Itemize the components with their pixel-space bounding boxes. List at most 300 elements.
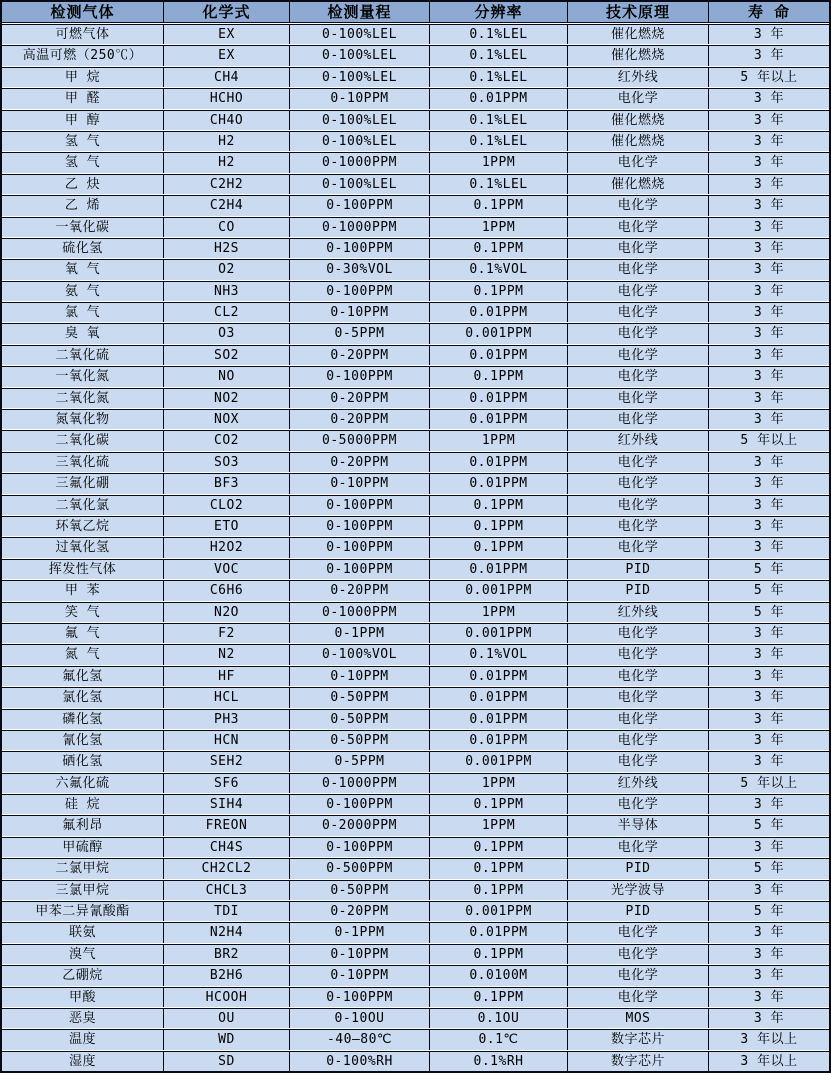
cell-gas: 硅 烷	[2, 795, 164, 814]
cell-principle: 催化燃烧	[568, 46, 709, 65]
cell-gas: 六氟化硫	[2, 774, 164, 793]
cell-principle: 电化学	[568, 324, 709, 343]
cell-formula: C2H4	[164, 196, 290, 215]
cell-gas: 湿度	[2, 1052, 164, 1071]
cell-formula: C2H2	[164, 175, 290, 194]
cell-resolution: 0.1PPM	[430, 945, 568, 964]
cell-principle: 催化燃烧	[568, 175, 709, 194]
cell-lifespan: 5 年	[753, 818, 785, 834]
cell-formula: CH4	[164, 68, 290, 87]
cell-lifespan: 3 年	[753, 347, 785, 363]
cell-gas: 氢 气	[2, 153, 164, 172]
cell-formula: SIH4	[164, 795, 290, 814]
cell-principle: 电化学	[568, 838, 709, 857]
table-row	[2, 259, 829, 279]
cell-principle: 红外线	[568, 774, 709, 793]
cell-range: -40—80℃	[290, 1030, 430, 1049]
cell-resolution: 1PPM	[430, 218, 568, 237]
cell-gas: 乙硼烷	[2, 966, 164, 985]
cell-resolution: 0.01PPM	[430, 89, 568, 108]
header-range: 检测量程	[290, 2, 430, 22]
cell-formula: NH3	[164, 282, 290, 301]
cell-principle: 电化学	[568, 89, 709, 108]
cell-principle: 电化学	[568, 239, 709, 258]
cell-resolution: 0.001PPM	[430, 752, 568, 771]
cell-range: 0-5PPM	[290, 324, 430, 343]
table-row	[2, 217, 829, 237]
cell-resolution: 0.01PPM	[430, 346, 568, 365]
header-lifespan: 寿 命	[747, 3, 791, 21]
cell-formula: NO2	[164, 389, 290, 408]
cell-gas: 甲 醇	[2, 111, 164, 130]
cell-principle: 电化学	[568, 303, 709, 322]
table-row	[2, 24, 829, 44]
cell-gas: 氯化氢	[2, 688, 164, 707]
cell-principle: 电化学	[568, 517, 709, 536]
cell-lifespan: 3 年	[753, 882, 785, 898]
cell-resolution: 0.001PPM	[430, 624, 568, 643]
cell-gas: 笑 气	[2, 603, 164, 622]
cell-range: 0-5000PPM	[290, 431, 430, 450]
cell-principle: 催化燃烧	[568, 132, 709, 151]
cell-principle: 电化学	[568, 966, 709, 985]
cell-gas: 氰化氢	[2, 731, 164, 750]
cell-formula: OU	[164, 1009, 290, 1028]
cell-range: 0-20PPM	[290, 581, 430, 600]
cell-range: 0-10PPM	[290, 966, 430, 985]
table-row	[2, 495, 829, 515]
cell-principle: 电化学	[568, 474, 709, 493]
cell-formula: N2O	[164, 603, 290, 622]
cell-principle: 红外线	[568, 431, 709, 450]
cell-lifespan: 3 年	[753, 198, 785, 214]
table-row	[2, 644, 829, 664]
cell-range: 0-100PPM	[290, 239, 430, 258]
cell-range: 0-1PPM	[290, 624, 430, 643]
cell-principle: 电化学	[568, 688, 709, 707]
cell-resolution: 0.1PPM	[430, 367, 568, 386]
cell-resolution: 0.01PPM	[430, 710, 568, 729]
cell-resolution: 0.1%LEL	[430, 111, 568, 130]
cell-resolution: 0.1OU	[430, 1009, 568, 1028]
table-row	[2, 837, 829, 857]
table-row	[2, 858, 829, 878]
cell-range: 0-50PPM	[290, 731, 430, 750]
table-row	[2, 516, 829, 536]
table-row	[2, 559, 829, 579]
cell-lifespan: 3 年	[753, 518, 785, 534]
cell-resolution: 0.1PPM	[430, 859, 568, 878]
cell-range: 0-2000PPM	[290, 816, 430, 835]
cell-gas: 甲 烷	[2, 68, 164, 87]
cell-formula: HCHO	[164, 89, 290, 108]
cell-resolution: 0.1PPM	[430, 881, 568, 900]
cell-range: 0-50PPM	[290, 710, 430, 729]
cell-gas: 甲苯二异氰酸酯	[2, 902, 164, 921]
cell-principle: 电化学	[568, 752, 709, 771]
cell-range: 0-1000PPM	[290, 218, 430, 237]
cell-principle: 催化燃烧	[568, 25, 709, 44]
cell-range: 0-20PPM	[290, 453, 430, 472]
cell-gas: 温度	[2, 1030, 164, 1049]
cell-resolution: 0.01PPM	[430, 453, 568, 472]
cell-principle: 红外线	[568, 68, 709, 87]
cell-range: 0-20PPM	[290, 346, 430, 365]
table-row	[2, 388, 829, 408]
cell-principle: 电化学	[568, 667, 709, 686]
cell-resolution: 0.1%RH	[430, 1052, 568, 1071]
cell-lifespan: 3 年	[753, 540, 785, 556]
cell-formula: C6H6	[164, 581, 290, 600]
cell-lifespan: 3 年	[753, 454, 785, 470]
table-row	[2, 131, 829, 151]
cell-gas: 过氧化氢	[2, 538, 164, 557]
cell-resolution: 0.01PPM	[430, 474, 568, 493]
cell-gas: 联氨	[2, 923, 164, 942]
cell-resolution: 0.1PPM	[430, 239, 568, 258]
cell-principle: 电化学	[568, 453, 709, 472]
cell-resolution: 0.1%LEL	[430, 68, 568, 87]
table-row	[2, 944, 829, 964]
cell-formula: CH4S	[164, 838, 290, 857]
cell-range: 0-20PPM	[290, 902, 430, 921]
cell-principle: 光学波导	[568, 881, 709, 900]
cell-gas: 恶臭	[2, 1009, 164, 1028]
cell-range: 0-100%LEL	[290, 111, 430, 130]
table-row	[2, 281, 829, 301]
cell-range: 0-10PPM	[290, 945, 430, 964]
cell-lifespan: 3 年	[753, 27, 785, 42]
cell-resolution: 1PPM	[430, 774, 568, 793]
cell-lifespan: 3 年	[753, 155, 785, 171]
cell-principle: 电化学	[568, 196, 709, 215]
cell-gas: 乙 烯	[2, 196, 164, 215]
cell-lifespan: 3 年	[753, 711, 785, 727]
cell-lifespan: 3 年	[753, 390, 785, 406]
cell-principle: 半导体	[568, 816, 709, 835]
cell-lifespan: 3 年	[753, 283, 785, 299]
cell-range: 0-100%LEL	[290, 132, 430, 151]
cell-principle: 电化学	[568, 624, 709, 643]
cell-principle: 电化学	[568, 367, 709, 386]
cell-formula: HF	[164, 667, 290, 686]
cell-gas: 臭 氧	[2, 324, 164, 343]
table-row	[2, 1029, 829, 1049]
cell-formula: SO3	[164, 453, 290, 472]
cell-principle: 电化学	[568, 710, 709, 729]
table-row	[2, 687, 829, 707]
cell-formula: ETO	[164, 517, 290, 536]
cell-principle: 电化学	[568, 282, 709, 301]
cell-principle: 电化学	[568, 153, 709, 172]
cell-range: 0-1000PPM	[290, 774, 430, 793]
cell-lifespan: 3 年	[753, 839, 785, 855]
cell-principle: 数字芯片	[568, 1030, 709, 1049]
table-row	[2, 751, 829, 771]
cell-range: 0-100PPM	[290, 538, 430, 557]
cell-gas: 溴气	[2, 945, 164, 964]
cell-range: 0-100PPM	[290, 517, 430, 536]
cell-formula: HCOOH	[164, 988, 290, 1007]
cell-lifespan: 3 年	[753, 305, 785, 321]
cell-formula: N2H4	[164, 923, 290, 942]
cell-resolution: 0.1PPM	[430, 196, 568, 215]
cell-resolution: 0.1PPM	[430, 988, 568, 1007]
cell-gas: 二氧化氮	[2, 389, 164, 408]
cell-range: 0-10PPM	[290, 89, 430, 108]
table-row	[2, 152, 829, 172]
cell-formula: O3	[164, 324, 290, 343]
table-body	[2, 24, 829, 1071]
table-row	[2, 773, 829, 793]
cell-lifespan: 5 年以上	[740, 775, 798, 791]
cell-lifespan: 3 年	[753, 946, 785, 962]
cell-formula: BR2	[164, 945, 290, 964]
cell-resolution: 0.1%VOL	[430, 260, 568, 279]
cell-range: 0-100PPM	[290, 795, 430, 814]
cell-principle: 电化学	[568, 731, 709, 750]
cell-lifespan: 3 年	[753, 91, 785, 107]
cell-principle: PID	[568, 581, 709, 600]
cell-formula: N2	[164, 645, 290, 664]
cell-resolution: 0.01PPM	[430, 923, 568, 942]
cell-resolution: 0.01PPM	[430, 667, 568, 686]
header-resolution: 分辨率	[430, 2, 568, 22]
cell-formula: HCN	[164, 731, 290, 750]
cell-gas: 三氯甲烷	[2, 881, 164, 900]
cell-range: 0-50PPM	[290, 881, 430, 900]
cell-lifespan: 3 年	[753, 625, 785, 641]
header-gas: 检测气体	[2, 2, 164, 22]
cell-range: 0-100PPM	[290, 496, 430, 515]
cell-gas: 氧 气	[2, 260, 164, 279]
cell-lifespan: 5 年	[753, 861, 785, 877]
cell-range: 0-100PPM	[290, 282, 430, 301]
cell-lifespan: 3 年	[753, 476, 785, 492]
cell-lifespan: 3 年以上	[740, 1053, 798, 1069]
cell-gas: 甲硫醇	[2, 838, 164, 857]
cell-gas: 氨 气	[2, 282, 164, 301]
table-row	[2, 815, 829, 835]
cell-resolution: 1PPM	[430, 816, 568, 835]
cell-principle: 电化学	[568, 645, 709, 664]
cell-principle: 催化燃烧	[568, 111, 709, 130]
cell-formula: WD	[164, 1030, 290, 1049]
cell-formula: SO2	[164, 346, 290, 365]
cell-range: 0-10PPM	[290, 303, 430, 322]
cell-resolution: 0.1%LEL	[430, 175, 568, 194]
table-row	[2, 430, 829, 450]
cell-formula: H2S	[164, 239, 290, 258]
cell-principle: 电化学	[568, 218, 709, 237]
cell-lifespan: 3 年	[753, 412, 785, 428]
cell-formula: VOC	[164, 560, 290, 579]
cell-resolution: 0.1℃	[430, 1030, 568, 1049]
cell-resolution: 0.01PPM	[430, 389, 568, 408]
cell-resolution: 1PPM	[430, 153, 568, 172]
cell-resolution: 0.1PPM	[430, 838, 568, 857]
cell-gas: 二氯甲烷	[2, 859, 164, 878]
cell-gas: 二氧化硫	[2, 346, 164, 365]
cell-gas: 高温可燃（250℃）	[2, 46, 164, 65]
cell-lifespan: 3 年	[753, 925, 785, 941]
cell-gas: 氯 气	[2, 303, 164, 322]
table-row	[2, 794, 829, 814]
cell-gas: 二氧化碳	[2, 431, 164, 450]
cell-formula: SF6	[164, 774, 290, 793]
cell-formula: BF3	[164, 474, 290, 493]
cell-gas: 三氟化硼	[2, 474, 164, 493]
table-row	[2, 452, 829, 472]
cell-lifespan: 3 年	[753, 968, 785, 984]
cell-formula: H2O2	[164, 538, 290, 557]
cell-formula: PH3	[164, 710, 290, 729]
cell-range: 0-10PPM	[290, 667, 430, 686]
table-row	[2, 88, 829, 108]
cell-principle: 电化学	[568, 945, 709, 964]
table-row	[2, 623, 829, 643]
table-row	[2, 880, 829, 900]
cell-gas: 磷化氢	[2, 710, 164, 729]
table-row	[2, 965, 829, 985]
cell-principle: PID	[568, 560, 709, 579]
cell-formula: CH2CL2	[164, 859, 290, 878]
cell-lifespan: 3 年	[753, 133, 785, 149]
cell-gas: 氢 气	[2, 132, 164, 151]
cell-gas: 氟 气	[2, 624, 164, 643]
table-row	[2, 709, 829, 729]
cell-resolution: 0.1PPM	[430, 538, 568, 557]
cell-gas: 硫化氢	[2, 239, 164, 258]
cell-range: 0-10PPM	[290, 474, 430, 493]
cell-principle: 数字芯片	[568, 1052, 709, 1071]
cell-lifespan: 3 年	[753, 668, 785, 684]
cell-range: 0-30%VOL	[290, 260, 430, 279]
cell-gas: 一氧化氮	[2, 367, 164, 386]
table-header-row	[2, 2, 829, 23]
cell-gas: 氟化氢	[2, 667, 164, 686]
cell-formula: CL2	[164, 303, 290, 322]
cell-formula: CO2	[164, 431, 290, 450]
cell-resolution: 0.01PPM	[430, 560, 568, 579]
cell-range: 0-100%VOL	[290, 645, 430, 664]
cell-range: 0-20PPM	[290, 410, 430, 429]
cell-formula: EX	[164, 46, 290, 65]
table-row	[2, 1051, 829, 1071]
cell-lifespan: 3 年	[753, 326, 785, 342]
cell-lifespan: 3 年	[753, 989, 785, 1005]
cell-resolution: 0.1PPM	[430, 517, 568, 536]
cell-formula: EX	[164, 25, 290, 44]
cell-resolution: 0.1%LEL	[430, 46, 568, 65]
cell-gas: 三氧化硫	[2, 453, 164, 472]
cell-principle: 电化学	[568, 795, 709, 814]
cell-principle: 红外线	[568, 603, 709, 622]
cell-formula: SD	[164, 1052, 290, 1071]
cell-resolution: 0.01PPM	[430, 303, 568, 322]
table-row	[2, 602, 829, 622]
cell-principle: 电化学	[568, 410, 709, 429]
cell-range: 0-500PPM	[290, 859, 430, 878]
table-row	[2, 302, 829, 322]
cell-gas: 甲 苯	[2, 581, 164, 600]
cell-gas: 一氧化碳	[2, 218, 164, 237]
cell-gas: 氟利昂	[2, 816, 164, 835]
cell-range: 0-20PPM	[290, 389, 430, 408]
cell-gas: 氮氧化物	[2, 410, 164, 429]
cell-resolution: 1PPM	[430, 603, 568, 622]
header-principle: 技术原理	[568, 2, 709, 22]
table-row	[2, 67, 829, 87]
cell-principle: PID	[568, 902, 709, 921]
cell-formula: HCL	[164, 688, 290, 707]
cell-formula: O2	[164, 260, 290, 279]
cell-resolution: 0.1%LEL	[430, 25, 568, 44]
cell-gas: 二氧化氯	[2, 496, 164, 515]
cell-range: 0-1000PPM	[290, 153, 430, 172]
cell-lifespan: 3 年	[753, 369, 785, 385]
cell-range: 0-5PPM	[290, 752, 430, 771]
cell-gas: 挥发性气体	[2, 560, 164, 579]
cell-lifespan: 3 年	[753, 497, 785, 513]
cell-principle: PID	[568, 859, 709, 878]
cell-resolution: 0.1PPM	[430, 795, 568, 814]
table-row	[2, 238, 829, 258]
cell-formula: H2	[164, 153, 290, 172]
cell-resolution: 0.1PPM	[430, 282, 568, 301]
cell-lifespan: 3 年	[753, 48, 785, 64]
cell-lifespan: 5 年	[753, 561, 785, 577]
cell-resolution: 0.1PPM	[430, 496, 568, 515]
table-row	[2, 666, 829, 686]
table-row	[2, 901, 829, 921]
table-row	[2, 195, 829, 215]
cell-range: 0-100PPM	[290, 560, 430, 579]
cell-range: 0-50PPM	[290, 688, 430, 707]
cell-range: 0-100%LEL	[290, 25, 430, 44]
cell-formula: NOX	[164, 410, 290, 429]
cell-principle: 电化学	[568, 496, 709, 515]
cell-principle: 电化学	[568, 389, 709, 408]
cell-resolution: 0.001PPM	[430, 581, 568, 600]
cell-lifespan: 3 年	[753, 262, 785, 278]
cell-lifespan: 3 年	[753, 732, 785, 748]
cell-resolution: 0.001PPM	[430, 324, 568, 343]
table-row	[2, 110, 829, 130]
table-row	[2, 366, 829, 386]
cell-resolution: 0.01PPM	[430, 688, 568, 707]
cell-range: 0-100%LEL	[290, 68, 430, 87]
cell-principle: 电化学	[568, 923, 709, 942]
cell-resolution: 0.01PPM	[430, 731, 568, 750]
cell-range: 0-1000PPM	[290, 603, 430, 622]
cell-range: 0-100%LEL	[290, 175, 430, 194]
cell-lifespan: 3 年	[753, 1010, 785, 1026]
cell-range: 0-100PPM	[290, 196, 430, 215]
cell-formula: FREON	[164, 816, 290, 835]
cell-lifespan: 5 年	[753, 904, 785, 920]
table-row	[2, 473, 829, 493]
cell-lifespan: 3 年	[753, 176, 785, 192]
cell-lifespan: 3 年	[753, 647, 785, 663]
cell-range: 0-100%LEL	[290, 46, 430, 65]
cell-lifespan: 5 年	[753, 604, 785, 620]
cell-formula: CLO2	[164, 496, 290, 515]
cell-range: 0-10OU	[290, 1009, 430, 1028]
cell-range: 0-100%RH	[290, 1052, 430, 1071]
cell-gas: 甲 醛	[2, 89, 164, 108]
cell-gas: 硒化氢	[2, 752, 164, 771]
